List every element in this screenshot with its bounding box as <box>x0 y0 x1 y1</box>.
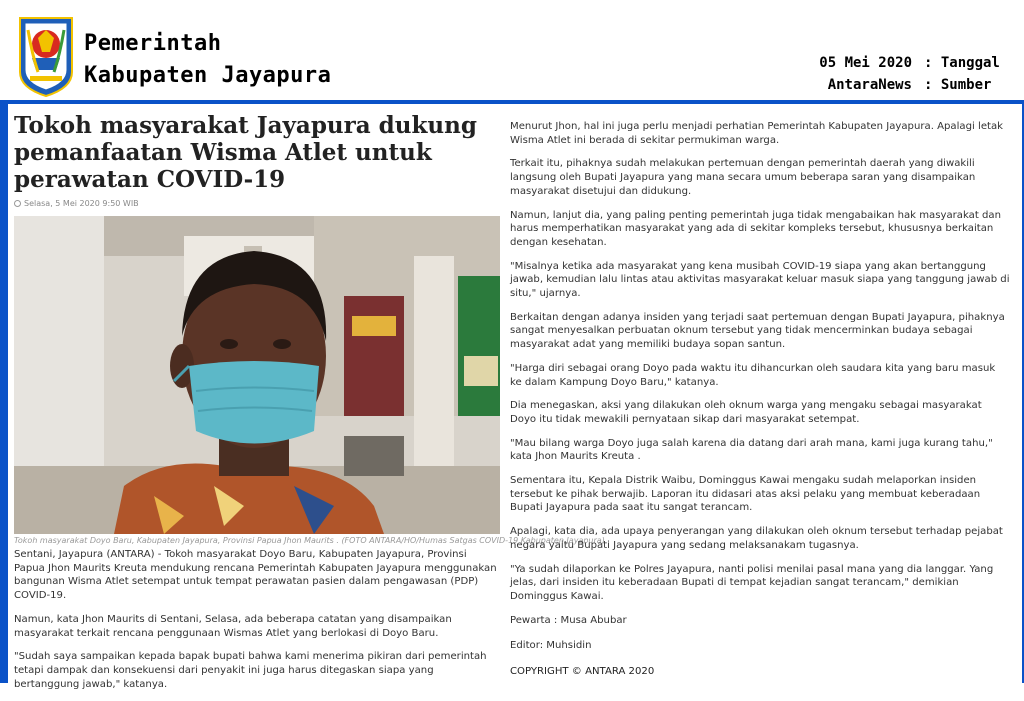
editor-credit: Editor: Muhsidin <box>510 640 592 652</box>
date-value: 05 Mei 2020 <box>819 55 912 71</box>
article-paragraph: "Mau bilang warga Doyo juga salah karena dia datang dari arah mana, kami juga kurang tahu," kata Jhon Maurits Kreuta . <box>510 437 993 463</box>
article-paragraph: Apalagi, kata dia, ada upaya penyerangan yang dilakukan oleh oknum tersebut terhadap pejabat negara yaitu Bupati Jayapura yang sedang melaksanakam tugasnya. <box>510 526 1003 551</box>
article-paragraph: Namun, lanjut dia, yang paling penting pemerintah juga tidak mengabaikan hak masyarakat dan harus memperhatikan masyarakat yang ada di sekitar kompleks tersebut, khususnya berkaitan dengan kesehatan. <box>510 209 1002 248</box>
article-photo <box>14 216 500 534</box>
article-paragraph: "Sudah saya sampaikan kepada bapak bupati bahwa kami menerima pikiran dari pemerintah tetapi dampak dan konsekuensi dari penyakit ini juga harus ditegaskan siapa yang bertanggung jawab," katanya. <box>14 651 487 690</box>
article-paragraph: Dia menegaskan, aksi yang dilakukan oleh oknum warga yang mengaku sebagai masyarakat Doyo itu tidak mewakili pernyataan sikap dari masyarakat setempat. <box>510 400 982 425</box>
article-paragraph: "Misalnya ketika ada masyarakat yang kena musibah COVID-19 siapa yang akan bertanggung jawab, kemudian lalu lintas atau aktivitas masyarakat keluar masuk siapa yang tanggung jawab di situ," ujarnya. <box>510 260 1010 300</box>
photo-illustration <box>14 216 500 534</box>
article-paragraph: Menurut Jhon, hal ini juga perlu menjadi perhatian Pemerintah Kabupaten Jayapura. Apalagi letak Wisma Atlet ini berada di sekitar permukiman warga. <box>510 121 1004 146</box>
source-row <box>819 74 1004 96</box>
article-lead-text <box>14 548 500 691</box>
reporter-credit: Pewarta : Musa Abubar <box>510 614 627 626</box>
article-paragraph: Sentani, Jayapura (ANTARA) - Tokoh masyarakat Doyo Baru, Kabupaten Jayapura, Provinsi Papua Jhon Maurits Kreuta mendukung rencana Pemerintah Kabupaten Jayapura menggunakan bangunan Wisma Atlet setempat untuk tempat perawatan pasien dalam pengawasan (PDP) COVID-19. <box>14 549 497 602</box>
source-key: : Sumber <box>924 77 992 93</box>
article-headline: Tokoh masyarakat Jayapura dukung pemanfaatan Wisma Atlet untuk perawatan COVID-19 <box>14 112 477 193</box>
article-paragraph: "Harga diri sebagai orang Doyo pada waktu itu dihancurkan oleh saudara kita yang baru masuk ke dalam Kampung Doyo Baru," katanya. <box>510 362 996 388</box>
article-paragraph: Berkaitan dengan adanya insiden yang terjadi saat pertemuan dengan Bupati Jayapura, pihaknya sangat menyesalkan perbuatan oknum tersebut yang tidak mencerminkan budaya sebagai masyarakat adat yang memiliki budaya sopan santun. <box>510 311 1005 351</box>
article-paragraph: Namun, kata Jhon Maurits di Sentani, Selasa, ada beberapa catatan yang disampaikan masyarakat terkait rencana penggunaan Wismas Atlet yang berlokasi di Doyo Baru. <box>14 613 452 639</box>
date-key: : Tanggal <box>924 55 1000 71</box>
site-header <box>0 0 1024 102</box>
kabupaten-jayapura-emblem-icon <box>16 14 76 98</box>
government-title-line1: Pemerintah <box>84 31 222 56</box>
date-row <box>819 52 1004 74</box>
copyright-notice: COPYRIGHT © ANTARA 2020 <box>510 666 655 678</box>
clock-icon <box>14 200 21 207</box>
article-paragraph: Sementara itu, Kepala Distrik Waibu, Dominggus Kawai mengaku sudah melaporkan insiden tersebut ke pihak berwajib. Laporan itu didasari atas aksi pelaku yang membuat keberadaan Bupati Jayapura pada saat itu sangat terancam. <box>510 475 981 514</box>
article-right-column <box>510 120 1010 689</box>
article-paragraph: "Ya sudah dilaporkan ke Polres Jayapura, nanti polisi menilai pasal mana yang dia langgar. Yang jelas, dari insiden itu keberadaan Bupati di tempat kejadian sangat terancam," demikian Dominggus Kawai. <box>510 563 994 602</box>
article-dateline <box>14 199 500 208</box>
source-value: AntaraNews <box>827 77 912 93</box>
publication-meta <box>819 52 1004 96</box>
photo-caption: Tokoh masyarakat Doyo Baru, Kabupaten Jayapura, Provinsi Papua Jhon Maurits . (FOTO ANTARA/HO/Humas Satgas COVID-19 Kabupaten Jayapura) <box>14 536 605 545</box>
government-title-line2: Kabupaten Jayapura <box>84 63 332 88</box>
article-paragraph: Terkait itu, pihaknya sudah melakukan pertemuan dengan pemerintah daerah yang diwakili langsung oleh Bupati Jayapura yang mana secara umum beberapa saran yang disampaikan masyarakat disetujui dan didukung. <box>510 158 976 197</box>
article-date: Selasa, 5 Mei 2020 9:50 WIB <box>24 199 139 208</box>
government-title <box>84 28 331 92</box>
